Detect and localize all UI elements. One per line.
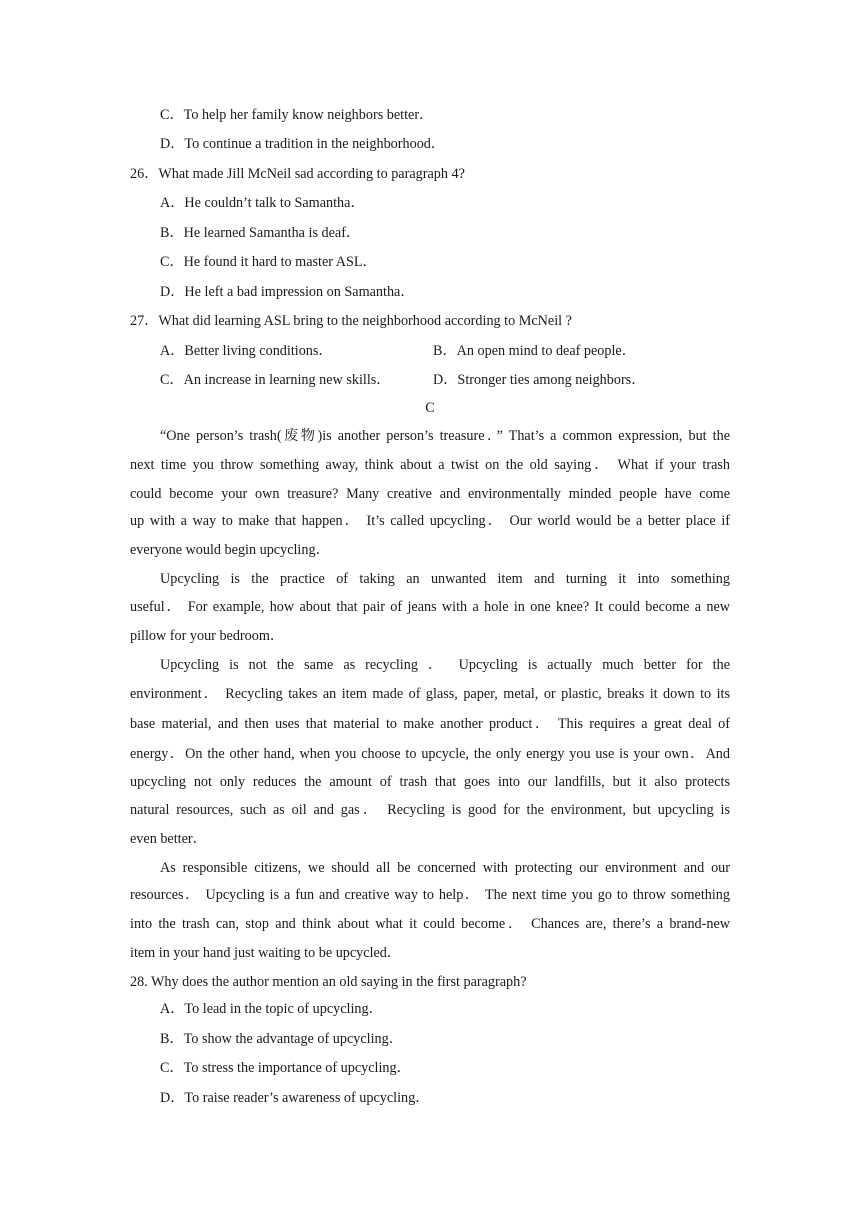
passage-line: environment． Recycling takes an item made of glass, paper, metal, or plastic, breaks it down to its — [130, 686, 730, 702]
passage-line: into the trash can, stop and think about what it could become． Chances are, there’s a brand-new — [130, 916, 730, 932]
passage-line: As responsible citizens, we should all be concerned with protecting our environment and our — [160, 860, 730, 876]
passage-line: energy．On the other hand, when you choose to upcycle, the only energy you use is your own．And — [130, 746, 730, 762]
passage-line: resources． Upcycling is a fun and creative way to help． The next time you go to throw something — [130, 887, 730, 903]
q28-option-d: D．To raise reader’s awareness of upcycling． — [160, 1090, 430, 1106]
passage-line: up with a way to make that happen． It’s called upcycling． Our world would be a better place if — [130, 513, 730, 529]
q27-option-a: A．Better living conditions． — [160, 343, 333, 359]
q28-option-a: A．To lead in the topic of upcycling． — [160, 1001, 383, 1017]
q27-option-c: C．An increase in learning new skills． — [160, 372, 391, 388]
q27-option-d: D．Stronger ties among neighbors． — [433, 372, 646, 388]
passage-line: upcycling not only reduces the amount of trash that goes into our landfills, but it also protects — [130, 774, 730, 790]
q28-stem: 28. Why does the author mention an old saying in the first paragraph? — [130, 974, 527, 990]
passage-line: “One person’s trash(废物)is another person’s treasure．” That’s a common expression, but the — [160, 428, 730, 444]
q26-option-c: C．He found it hard to master ASL． — [160, 254, 377, 270]
q27-stem: 27．What did learning ASL bring to the neighborhood according to McNeil ? — [130, 313, 572, 329]
passage-line: useful． For example, how about that pair of jeans with a hole in one knee? It could become a new — [130, 599, 730, 615]
passage-line: even better． — [130, 831, 207, 847]
passage-line: could become your own treasure? Many creative and environmentally minded people have come — [130, 486, 730, 502]
q25-option-d: D．To continue a tradition in the neighborhood． — [160, 136, 446, 152]
q26-option-b: B．He learned Samantha is deaf． — [160, 225, 361, 241]
q26-option-a: A．He couldn’t talk to Samantha． — [160, 195, 365, 211]
passage-line: item in your hand just waiting to be upcycled． — [130, 945, 402, 961]
passage-heading: C — [425, 400, 435, 416]
passage-line: pillow for your bedroom． — [130, 628, 285, 644]
q28-option-b: B．To show the advantage of upcycling． — [160, 1031, 403, 1047]
passage-line: everyone would begin upcycling． — [130, 542, 330, 558]
q26-stem: 26．What made Jill McNeil sad according to paragraph 4? — [130, 166, 465, 182]
passage-line: base material, and then uses that material to make another product． This requires a great deal of — [130, 716, 730, 732]
passage-line: Upcycling is not the same as recycling ． Upcycling is actually much better for the — [160, 657, 730, 673]
passage-line: next time you throw something away, think about a twist on the old saying． What if your trash — [130, 457, 730, 473]
q28-option-c: C．To stress the importance of upcycling． — [160, 1060, 411, 1076]
q26-option-d: D．He left a bad impression on Samantha． — [160, 284, 415, 300]
q25-option-c: C．To help her family know neighbors better． — [160, 107, 434, 123]
passage-line: Upcycling is the practice of taking an unwanted item and turning it into something — [160, 571, 730, 587]
q27-option-b: B．An open mind to deaf people． — [433, 343, 636, 359]
passage-line: natural resources, such as oil and gas． Recycling is good for the environment, but upcycling is — [130, 802, 730, 818]
